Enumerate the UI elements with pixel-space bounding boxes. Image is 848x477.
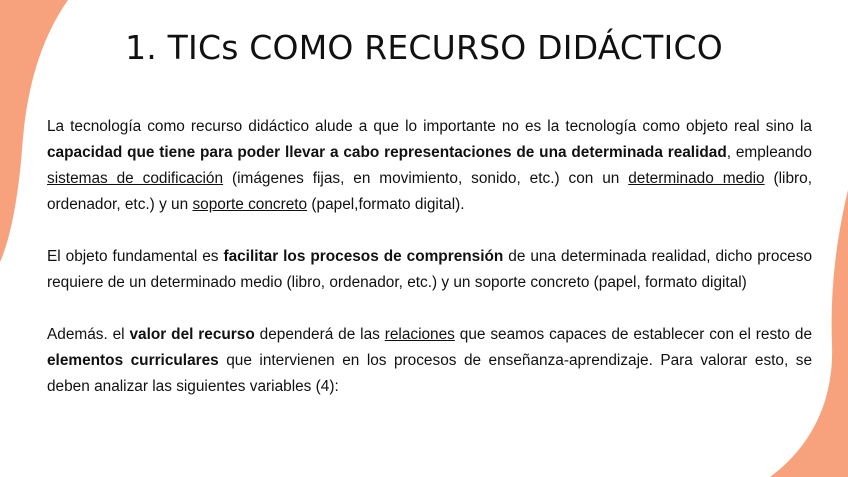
text-run: (libro, ordenador, etc.) y un [47,170,812,213]
paragraph [47,322,812,400]
bold-phrase: facilitar los procesos de comprensión [223,248,504,265]
text-run: dependerá de las [254,326,385,343]
underlined-phrase: relaciones [384,326,455,343]
text-run: La tecnología como recurso didáctico alude a que lo importante no es la tecnología como objeto real sino la [47,118,812,135]
text-run: Además. el [47,326,130,343]
text-run: (imágenes fijas, en movimiento, sonido, etc.) con un [223,170,629,187]
text-run: (papel,formato digital). [307,196,465,213]
bold-phrase: capacidad que tiene para poder llevar a cabo representaciones de una determinada realidad [47,144,727,161]
text-run: de una determinada realidad, dicho proceso requiere de un determinado medio (libro, ordenador, etc.) y un soporte concreto (papel, formato digital) [47,248,812,291]
bold-phrase: valor del recurso [129,326,255,343]
paragraph [47,114,812,218]
underlined-phrase: sistemas de codificación [47,170,224,187]
paragraph [47,244,812,296]
text-run: que seamos capaces de establecer con el resto de [454,326,813,343]
slide-title: 1. TICs COMO RECURSO DIDÁCTICO [125,28,723,67]
underlined-phrase: determinado medio [628,170,765,187]
underlined-phrase: soporte concreto [192,196,308,213]
slide-body [47,114,812,426]
text-run: que intervienen en los procesos de enseñanza-aprendizaje. Para valorar esto, se deben analizar las siguientes variables (4): [47,352,812,395]
bold-phrase: elementos curriculares [47,352,219,369]
text-run: El objeto fundamental es [47,248,224,265]
text-run: , empleando [726,144,812,161]
